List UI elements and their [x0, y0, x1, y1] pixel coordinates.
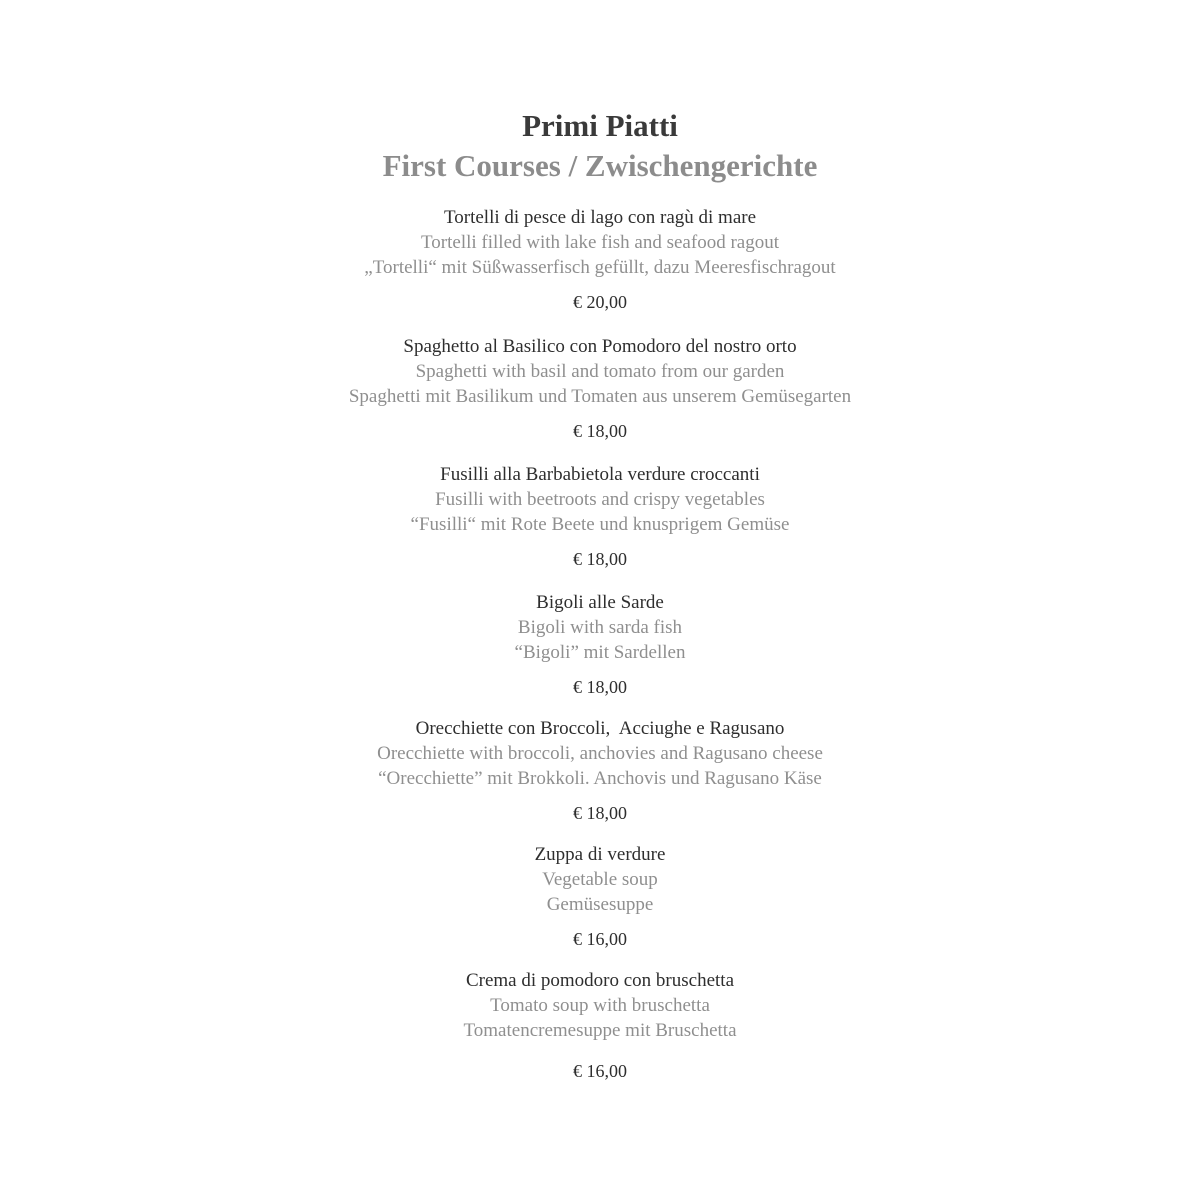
dish-english: Spaghetti with basil and tomato from our garden	[415, 361, 785, 382]
dish-english: Tortelli filled with lake fish and seafood ragout	[421, 232, 779, 253]
dish-price: € 18,00	[573, 803, 627, 823]
dish-price: € 16,00	[573, 1061, 627, 1081]
menu-item-orecchiette	[0, 717, 1200, 825]
menu-item-spaghetto	[0, 335, 1200, 443]
dish-price: € 18,00	[573, 421, 627, 441]
menu-item-bigoli	[0, 591, 1200, 699]
dish-name: Spaghetto al Basilico con Pomodoro del nostro orto	[403, 336, 797, 357]
dish-name: Orecchiette con Broccoli, Acciughe e Ragusano	[415, 718, 785, 739]
dish-german: “Bigoli” mit Sardellen	[514, 642, 686, 663]
dish-german: Spaghetti mit Basilikum und Tomaten aus unserem Gemüsegarten	[348, 386, 852, 407]
dish-name: Bigoli alle Sarde	[536, 592, 664, 613]
page-title: Primi Piatti	[522, 108, 678, 143]
dish-german: Gemüsesuppe	[546, 894, 654, 915]
page-subtitle: First Courses / Zwischengerichte	[382, 148, 818, 183]
dish-english: Vegetable soup	[542, 869, 658, 890]
menu-item-crema	[0, 969, 1200, 1083]
dish-german: Tomatencremesuppe mit Bruschetta	[463, 1020, 737, 1041]
dish-name: Tortelli di pesce di lago con ragù di mare	[443, 207, 757, 228]
menu-item-fusilli	[0, 463, 1200, 571]
dish-price: € 18,00	[573, 677, 627, 697]
dish-name: Zuppa di verdure	[534, 844, 666, 865]
dish-price: € 18,00	[573, 549, 627, 569]
dish-name: Fusilli alla Barbabietola verdure croccanti	[440, 464, 760, 485]
dish-german: “Fusilli“ mit Rote Beete und knusprigem Gemüse	[410, 514, 790, 535]
dish-german: “Orecchiette” mit Brokkoli. Anchovis und Ragusano Käse	[378, 768, 822, 789]
dish-english: Orecchiette with broccoli, anchovies and Ragusano cheese	[377, 743, 823, 764]
dish-english: Tomato soup with bruschetta	[490, 995, 710, 1016]
dish-name: Crema di pomodoro con bruschetta	[465, 970, 735, 991]
dish-english: Fusilli with beetroots and crispy vegetables	[435, 489, 765, 510]
dish-price: € 20,00	[573, 292, 627, 312]
menu-item-zuppa	[0, 843, 1200, 951]
dish-german: „Tortelli“ mit Süßwasserfisch gefüllt, dazu Meeresfischragout	[364, 257, 836, 278]
menu-item-tortelli	[0, 206, 1200, 314]
dish-price: € 16,00	[573, 929, 627, 949]
dish-english: Bigoli with sarda fish	[517, 617, 683, 638]
